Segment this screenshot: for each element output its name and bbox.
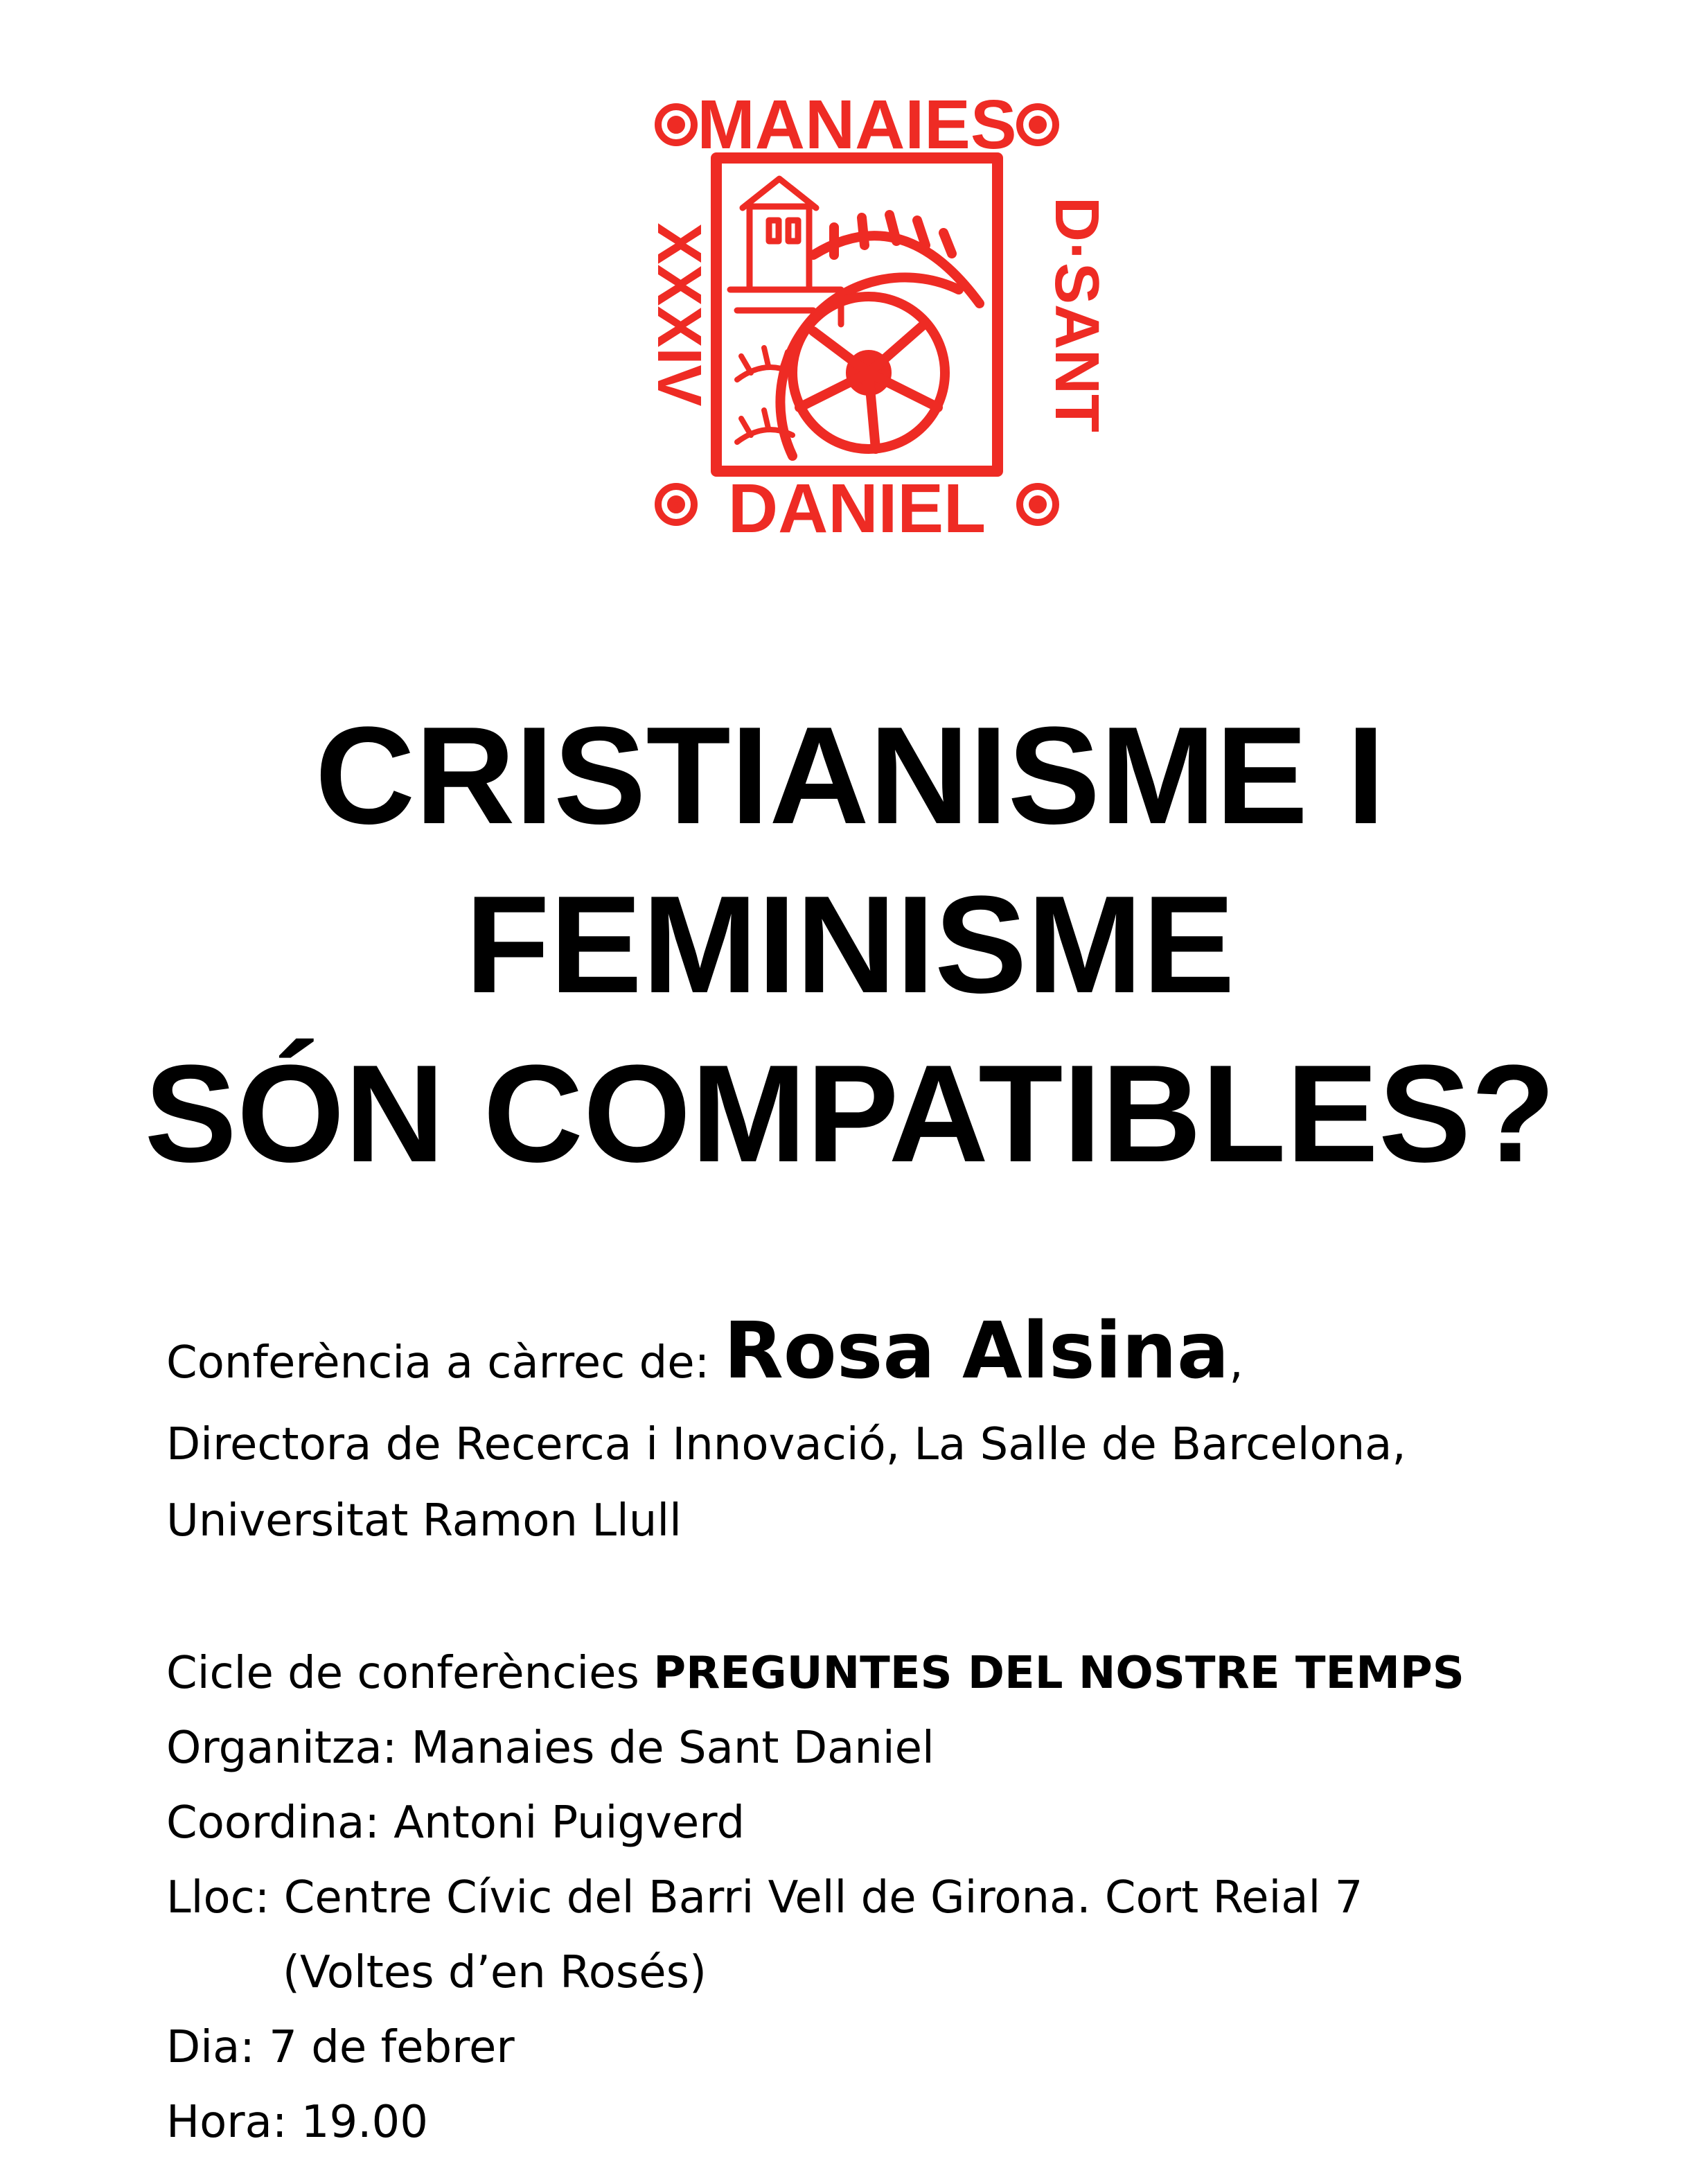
speaker-line — [166, 1303, 1243, 1411]
place-line-2: (Voltes d’en Rosés) — [283, 1947, 707, 1998]
manaies-sant-daniel-logo — [633, 82, 1111, 547]
title-line-3: SÓN COMPATIBLES? — [144, 1037, 1556, 1191]
svg-text:DANIEL: DANIEL — [727, 470, 986, 547]
place-line-1: Lloc: Centre Cívic del Barri Vell de Girona. Cort Reial 7 — [166, 1872, 1363, 1923]
coordinator-line: Coordina: Antoni Puigverd — [166, 1797, 745, 1849]
day-line: Dia: 7 de febrer — [166, 2022, 515, 2073]
title-line-2: FEMINISME — [465, 868, 1235, 1022]
svg-text:XXXIV: XXXIV — [644, 222, 714, 407]
cycle-name: PREGUNTES DEL NOSTRE TEMPS — [653, 1648, 1464, 1699]
speaker-suffix: , — [1229, 1337, 1243, 1389]
speaker-role-line-1: Directora de Recerca i Innovació, La Salle de Barcelona, — [166, 1419, 1406, 1470]
cycle-line — [166, 1642, 1464, 1705]
speaker-role-line-2: Universitat Ramon Llull — [166, 1495, 682, 1547]
svg-text:D·SANT: D·SANT — [1042, 197, 1111, 432]
organizer-line: Organitza: Manaies de Sant Daniel — [166, 1723, 935, 1774]
cycle-prefix: Cicle de conferències — [166, 1648, 654, 1699]
speaker-name: Rosa Alsina — [723, 1306, 1230, 1396]
svg-text:MANAIES: MANAIES — [697, 86, 1017, 164]
time-line: Hora: 19.00 — [166, 2097, 428, 2148]
title-line-1: CRISTIANISME I — [315, 698, 1385, 853]
speaker-prefix: Conferència a càrrec de: — [166, 1337, 724, 1389]
